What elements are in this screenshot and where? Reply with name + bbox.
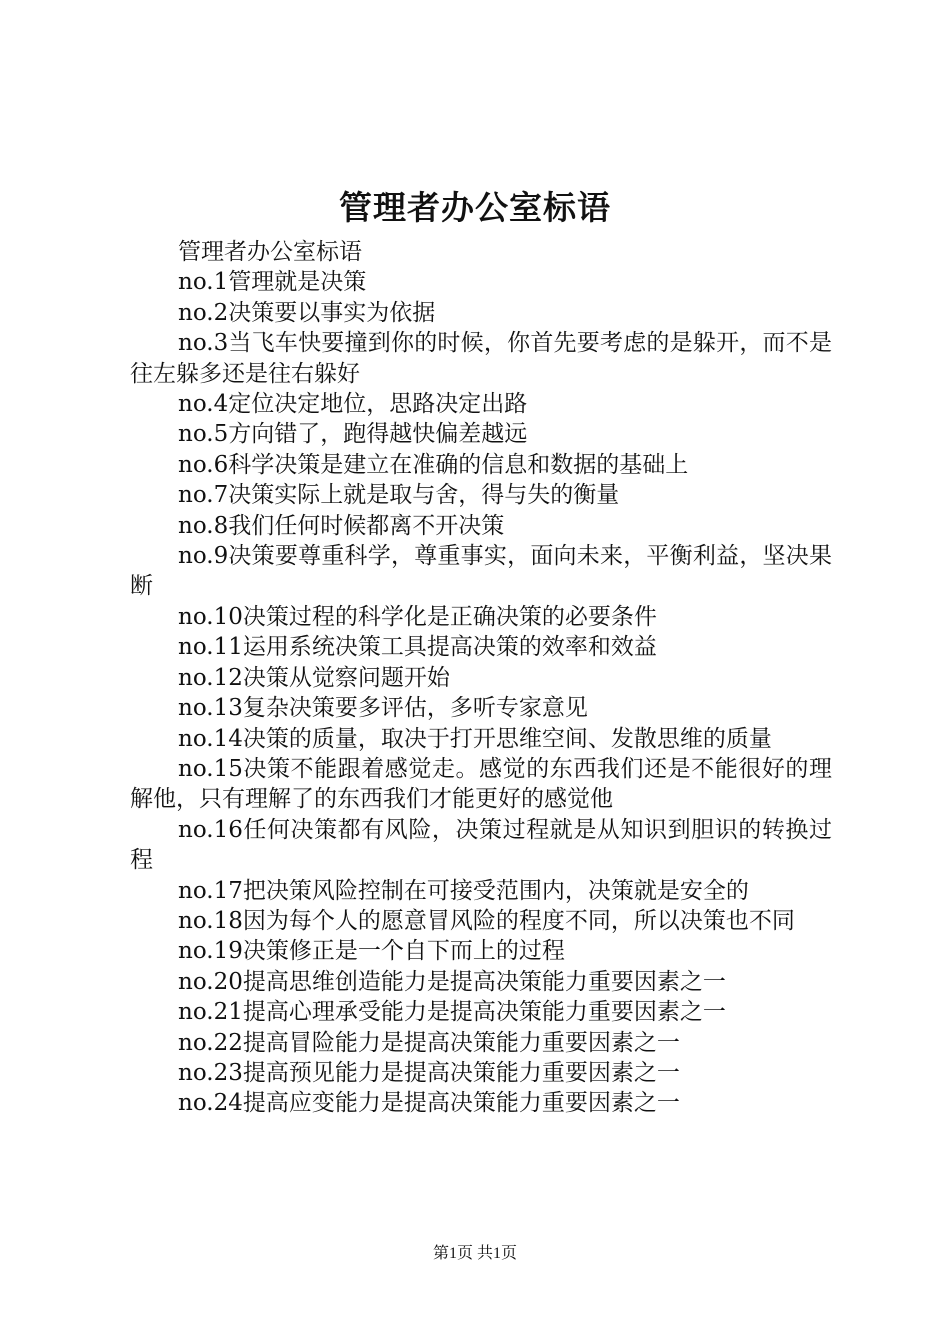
paragraph-item: no.15决策不能跟着感觉走。感觉的东西我们还是不能很好的理解他，只有理解了的东西我们才能更好的感觉他 [130,755,832,813]
paragraph-item: no.6科学决策是建立在准确的信息和数据的基础上 [178,451,689,478]
paragraph-item: no.21提高心理承受能力是提高决策能力重要因素之一 [178,999,726,1026]
paragraph-item: no.23提高预见能力是提高决策能力重要因素之一 [178,1059,680,1086]
paragraph-item: no.9决策要尊重科学，尊重事实，面向未来，平衡利益，坚决果断 [130,543,832,600]
paragraph-item: no.4定位决定地位，思路决定出路 [178,391,528,418]
document-body [130,237,832,1119]
paragraph-item: no.20提高思维创造能力是提高决策能力重要因素之一 [178,968,726,995]
paragraph-item: no.18因为每个人的愿意冒风险的程度不同，所以决策也不同 [178,907,795,934]
paragraph-item: no.1管理就是决策 [178,269,367,296]
paragraph-item: no.16任何决策都有风险，决策过程就是从知识到胆识的转换过程 [130,816,832,874]
paragraph-item: no.13复杂决策要多评估，多听专家意见 [178,695,588,722]
paragraph-item: no.22提高冒险能力是提高决策能力重要因素之一 [178,1029,680,1056]
page-footer: 第1页 共1页 [432,1245,517,1262]
paragraph-item: no.3当飞车快要撞到你的时候，你首先要考虑的是躲开，而不是往左躲多还是往右躲好 [130,330,832,387]
paragraph-item: no.24提高应变能力是提高决策能力重要因素之一 [178,1090,680,1117]
page-title: 管理者办公室标语 [339,188,611,227]
paragraph-item: no.10决策过程的科学化是正确决策的必要条件 [178,603,657,630]
paragraph-heading: 管理者办公室标语 [178,239,362,265]
paragraph-item: no.2决策要以事实为依据 [178,299,436,326]
paragraph-item: no.11运用系统决策工具提高决策的效率和效益 [178,634,657,661]
paragraph-item: no.5方向错了，跑得越快偏差越远 [178,421,528,448]
paragraph-item: no.19决策修正是一个自下而上的过程 [178,938,565,965]
paragraph-item: no.12决策从觉察问题开始 [178,664,450,691]
paragraph-item: no.17把决策风险控制在可接受范围内，决策就是安全的 [178,877,749,904]
paragraph-item: no.8我们任何时候都离不开决策 [178,512,505,539]
paragraph-item: no.14决策的质量，取决于打开思维空间、发散思维的质量 [178,725,772,752]
paragraph-item: no.7决策实际上就是取与舍，得与失的衡量 [178,482,620,509]
